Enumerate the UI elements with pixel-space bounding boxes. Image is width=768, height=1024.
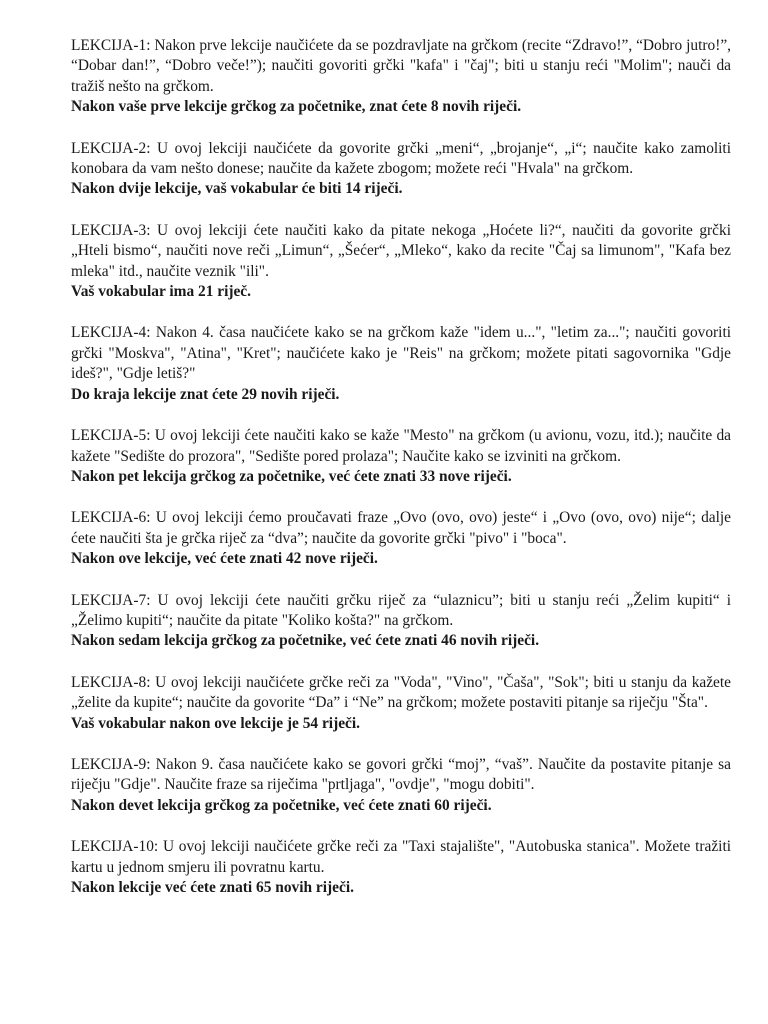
lesson-description: LEKCIJA-4: Nakon 4. časa naučićete kako se na grčkom kaže "idem u...", "letim za..."; naučiti govoriti grčki "Moskva", "Atina", "Kret"; naučićete kako je "Reis" na grčkom; možete pitati sagovornika "Gdje ideš?", "Gdje letiš?" [71,324,731,383]
lesson-6 [71,508,731,569]
document-page [71,36,731,919]
lesson-summary: Do kraja lekcije znat ćete 29 novih riječi. [71,385,340,403]
lesson-summary: Nakon vaše prve lekcije grčkog za početnike, znat ćete 8 novih riječi. [71,98,522,116]
lesson-description: LEKCIJA-3: U ovoj lekciji ćete naučiti kako da pitate nekoga „Hoćete li?“, naučiti da govorite grčki „Hteli bismo“, naučiti nove reči „Limun“, „Šećer“, „Mleko“, kako da recite "Čaj sa limunom", "Kafa bez mleka" itd., naučite veznik "ili". [71,221,731,280]
lesson-7 [71,591,731,652]
lesson-summary: Nakon pet lekcija grčkog za početnike, već ćete znati 33 nove riječi. [71,467,512,485]
lesson-2 [71,139,731,200]
lesson-8 [71,673,731,734]
lesson-10 [71,837,731,898]
lesson-summary: Nakon sedam lekcija grčkog za početnike, već ćete znati 46 novih riječi. [71,632,540,650]
lesson-summary: Nakon devet lekcija grčkog za početnike, već ćete znati 60 riječi. [71,796,492,814]
lesson-summary: Vaš vokabular nakon ove lekcije je 54 riječi. [71,714,360,732]
lesson-description: LEKCIJA-2: U ovoj lekciji naučićete da govorite grčki „meni“, „brojanje“, „i“; naučite kako zamoliti konobara da vam nešto donese; naučite da kažete zbogom; možete reći "Hvala" na grčkom. [71,139,731,178]
lesson-summary: Nakon lekcije već ćete znati 65 novih riječi. [71,879,354,896]
lesson-summary: Nakon dvije lekcije, vaš vokabular će biti 14 riječi. [71,180,403,198]
lesson-5 [71,426,731,487]
lesson-description: LEKCIJA-9: Nakon 9. časa naučićete kako se govori grčki “moj”, “vaš”. Naučite da postavite pitanje sa riječju "Gdje". Naučite fraze sa riječima "prtljaga", "ovdje", "mogu dobiti". [71,755,731,794]
lesson-description: LEKCIJA-10: U ovoj lekciji naučićete grčke reči za "Taxi stajalište", "Autobuska stanica". Možete tražiti kartu u jednom smjeru ili povratnu kartu. [71,838,731,876]
lesson-9 [71,755,731,816]
lesson-summary: Nakon ove lekcije, već ćete znati 42 nove riječi. [71,550,378,568]
lesson-description: LEKCIJA-1: Nakon prve lekcije naučićete da se pozdravljate na grčkom (recite “Zdravo!”, “Dobro jutro!”, “Dobar dan!”, “Dobro veče!”); naučiti govoriti grčki "kafa" i "čaj"; biti u stanju reći "Molim"; nauči da tražiš nešto na grčkom. [71,37,731,95]
lesson-description: LEKCIJA-5: U ovoj lekciji ćete naučiti kako se kaže "Mesto" na grčkom (u avionu, vozu, itd.); naučite da kažete "Sedište do prozora", "Sedište pored prolaza"; Naučite kako se izviniti na grčkom. [71,427,731,465]
lesson-1 [71,36,731,118]
lesson-description: LEKCIJA-6: U ovoj lekciji ćemo proučavati fraze „Ovo (ovo, ovo) jeste“ i „Ovo (ovo, ovo) nije“; dalje ćete naučiti šta je grčka riječ za “dva”; naučite da govorite grčki "pivo" i "boca". [71,509,731,547]
lesson-description: LEKCIJA-8: U ovoj lekciji naučićete grčke reči za "Voda", "Vino", "Čaša", "Sok"; biti u stanju da kažete „želite da kupite“; naučite da govorite “Da” i “Ne” na grčkom; možete postaviti pitanje sa riječju "Šta". [71,673,731,712]
lesson-summary: Vaš vokabular ima 21 riječ. [71,283,251,301]
lesson-4 [71,323,731,405]
lesson-description: LEKCIJA-7: U ovoj lekciji ćete naučiti grčku riječ za “ulaznicu”; biti u stanju reći „Želim kupiti“ i „Želimo kupiti“; naučite da pitate "Koliko košta?" na grčkom. [71,591,731,629]
lesson-3 [71,221,731,303]
